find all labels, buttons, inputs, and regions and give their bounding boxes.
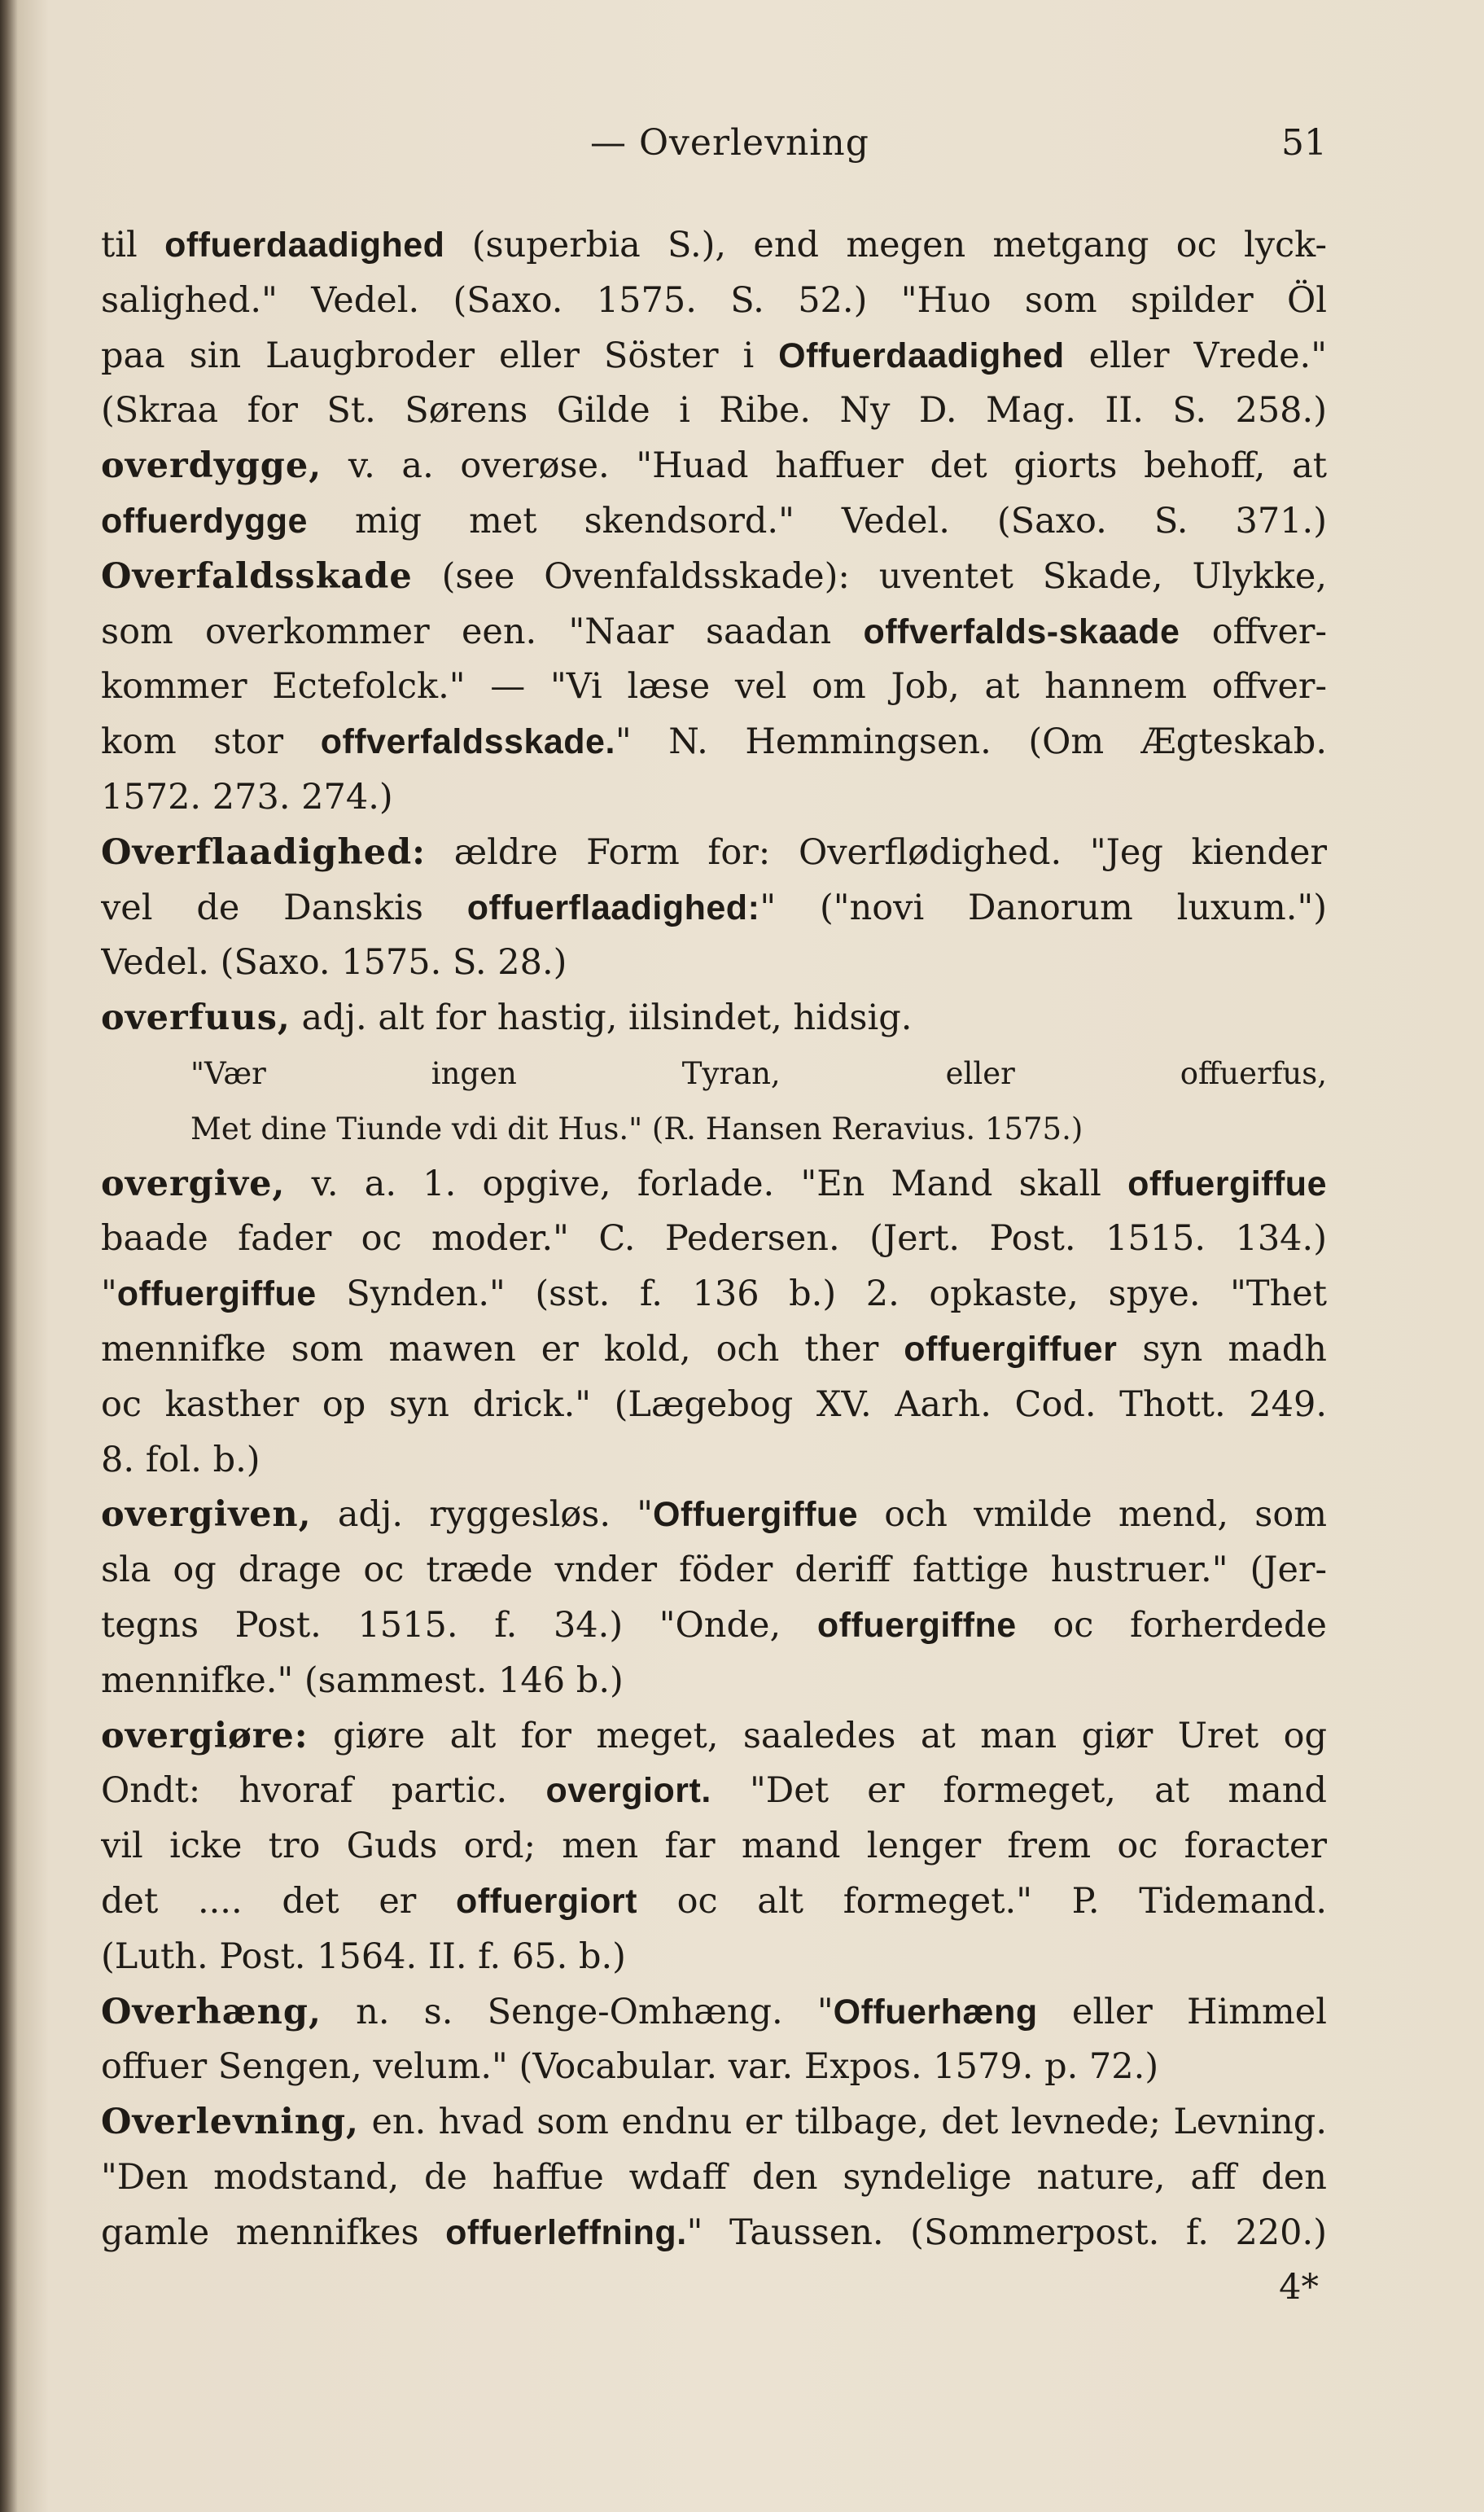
text-line <box>101 329 1327 384</box>
text-segment: oc forherdede <box>1016 1604 1327 1646</box>
text-segment: 1572. 273. 274.) <box>101 776 393 818</box>
text-segment: giøre alt for meget, saaledes at man giør Uret og <box>308 1715 1327 1756</box>
text-segment: mennifke som mawen er kold, och ther <box>101 1328 904 1370</box>
text-segment: (Luth. Post. 1564. II. f. 65. b.) <box>101 1936 626 1977</box>
text-segment: kommer Ectefolck." — "Vi læse vel om Job, at hannem offver- <box>101 666 1327 708</box>
text-segment: det .... det er <box>101 1880 457 1922</box>
emphasized-word: offuergiffuer <box>904 1329 1118 1369</box>
text-segment: 8. fol. b.) <box>101 1439 260 1480</box>
text-segment: mennifke." (sammest. 146 b.) <box>101 1659 624 1701</box>
emphasized-word: offuergiffue <box>116 1274 317 1314</box>
text-line <box>101 1433 1327 1488</box>
text-line <box>101 2206 1327 2261</box>
text-segment: oc alt formeget." P. Tidemand. <box>637 1880 1327 1922</box>
text-segment: eller Himmel <box>1037 1991 1327 2032</box>
emphasized-word: offuerflaadighed: <box>466 888 760 927</box>
headword: overgive, <box>101 1163 286 1204</box>
text-segment: sla og drage oc træde vnder föder deriff fattige hustruer." (Jer- <box>101 1550 1327 1591</box>
text-segment: och vmilde mend, som <box>858 1494 1327 1536</box>
text-line <box>101 1764 1327 1819</box>
text-segment: salighed." Vedel. (Saxo. 1575. S. 52.) "Huo som spilder Öl <box>101 279 1327 321</box>
text-line <box>101 384 1327 439</box>
text-line <box>101 1819 1327 1874</box>
emphasized-word: offuergiort <box>456 1881 637 1921</box>
emphasized-word: overgiort. <box>545 1771 711 1811</box>
text-segment: (see Ovenfaldsskade): uventet Skade, Ulykke, <box>412 555 1327 597</box>
headword: overgiøre: <box>101 1715 309 1756</box>
text-line <box>101 936 1327 991</box>
text-line <box>101 770 1327 826</box>
text-segment: n. s. Senge-Omhæng. " <box>321 1991 834 2032</box>
text-segment: offver- <box>1180 611 1327 652</box>
dictionary-entries <box>101 218 1327 2316</box>
entry-headword-line <box>101 991 1327 1046</box>
entry-headword-line <box>101 2095 1327 2150</box>
running-title: — Overlevning <box>590 122 869 164</box>
text-segment: vil icke tro Guds ord; men far mand lenger frem oc foracter <box>101 1826 1327 1867</box>
text-segment: adj. ryggesløs. " <box>311 1494 654 1536</box>
text-segment: syn madh <box>1117 1328 1327 1370</box>
emphasized-word: offuergiffue <box>1127 1164 1327 1203</box>
headword: overdygge, <box>101 445 322 487</box>
text-segment: til <box>101 225 165 265</box>
text-segment: tegns Post. 1515. f. 34.) "Onde, <box>101 1604 817 1646</box>
entry-headword-line <box>101 439 1327 494</box>
text-segment: " N. Hemmingsen. (Om Ægteskab. <box>615 721 1327 763</box>
headword: overfuus, <box>101 997 291 1039</box>
text-line <box>101 1543 1327 1598</box>
text-segment: som overkommer een. "Naar saadan <box>101 611 864 652</box>
text-segment: "Det er formeget, at mand <box>711 1770 1327 1812</box>
emphasized-word: offuerdygge <box>101 501 308 541</box>
page-number: 51 <box>1281 122 1327 164</box>
text-line <box>101 715 1327 770</box>
text-segment: 4* <box>1279 2267 1319 2308</box>
text-segment: paa sin Laugbroder eller Söster i <box>101 335 779 376</box>
text-line <box>101 1212 1327 1267</box>
text-line <box>101 660 1327 715</box>
text-line <box>101 1267 1327 1322</box>
headword: overgiven, <box>101 1494 312 1536</box>
text-segment: "Vær ingen Tyran, eller offuerfus, <box>190 1055 1327 1091</box>
text-line <box>101 2040 1327 2095</box>
headword: Overflaadighed: <box>101 831 427 873</box>
text-segment: Synden." (sst. f. 136 b.) 2. opkaste, spye. "Thet <box>316 1274 1327 1315</box>
page-header <box>147 122 1327 171</box>
headword: Overlevning, <box>101 2102 360 2143</box>
text-line <box>101 1322 1327 1378</box>
text-line <box>101 2260 1327 2316</box>
headword: Overfaldsskade <box>101 555 413 597</box>
text-line <box>101 1654 1327 1709</box>
text-line <box>101 2150 1327 2206</box>
text-segment: adj. alt for hastig, iilsindet, hidsig. <box>290 997 913 1039</box>
text-segment: Ondt: hvoraf partic. <box>101 1770 546 1812</box>
emphasized-word: offuerdaadighed <box>164 226 445 265</box>
text-segment: baade fader oc moder." C. Pedersen. (Jert. Post. 1515. 134.) <box>101 1218 1327 1260</box>
text-line <box>101 218 1327 274</box>
text-segment: " ("novi Danorum luxum.") <box>760 887 1327 928</box>
text-segment: vel de Danskis <box>101 887 467 928</box>
emphasized-word: Offuerhæng <box>833 1992 1038 2032</box>
entry-headword-line <box>101 550 1327 605</box>
headword: Overhæng, <box>101 1991 322 2032</box>
entry-headword-line <box>101 1709 1327 1765</box>
text-segment: Met dine Tiunde vdi dit Hus." (R. Hansen Reravius. 1575.) <box>190 1111 1083 1146</box>
quote-line <box>101 1102 1327 1157</box>
entry-headword-line <box>101 826 1327 881</box>
emphasized-word: offverfalds-skaade <box>863 612 1180 651</box>
text-line <box>101 1598 1327 1654</box>
text-segment: v. a. overøse. "Huad haffuer det giorts behoff, at <box>322 445 1327 487</box>
text-segment: "Den modstand, de haffue wdaff den syndelige nature, aff den <box>101 2156 1327 2198</box>
text-line <box>101 1378 1327 1433</box>
text-line <box>101 274 1327 329</box>
text-segment: Vedel. (Saxo. 1575. S. 28.) <box>101 942 567 984</box>
text-line <box>101 494 1327 550</box>
entry-headword-line <box>101 1488 1327 1543</box>
text-line <box>101 1930 1327 1985</box>
text-segment: eller Vrede." <box>1064 335 1327 376</box>
entry-headword-line <box>101 1985 1327 2041</box>
text-line <box>101 881 1327 936</box>
text-segment: ældre Form for: Overflødighed. "Jeg kiender <box>426 831 1327 873</box>
text-line <box>101 1874 1327 1930</box>
text-segment: (superbia S.), end megen metgang oc lyck- <box>444 225 1327 265</box>
text-segment: kom stor <box>101 721 321 763</box>
text-segment: oc kasther op syn drick." (Lægebog XV. Aarh. Cod. Thott. 249. <box>101 1383 1327 1425</box>
text-line <box>101 605 1327 660</box>
emphasized-word: offuergiffne <box>816 1605 1017 1645</box>
text-segment: " Taussen. (Sommerpost. f. 220.) <box>686 2212 1327 2253</box>
text-segment: v. a. 1. opgive, forlade. "En Mand skall <box>285 1163 1128 1204</box>
text-segment: gamle mennifkes <box>101 2212 446 2253</box>
emphasized-word: Offuerdaadighed <box>778 335 1065 375</box>
text-segment: (Skraa for St. Sørens Gilde i Ribe. Ny D. Mag. II. S. 258.) <box>101 390 1327 432</box>
emphasized-word: Offuergiffue <box>653 1495 859 1535</box>
emphasized-word: offverfaldsskade. <box>320 722 615 762</box>
quote-line <box>101 1046 1327 1102</box>
text-segment: en. hvad som endnu er tilbage, det levnede; Levning. <box>359 2102 1327 2143</box>
text-segment: mig met skendsord." Vedel. (Saxo. S. 371.) <box>307 500 1327 541</box>
text-segment: offuer Sengen, velum." (Vocabular. var. Expos. 1579. p. 72.) <box>101 2046 1159 2088</box>
emphasized-word: offuerleffning. <box>445 2212 687 2252</box>
text-segment: " <box>101 1274 117 1315</box>
entry-headword-line <box>101 1157 1327 1212</box>
